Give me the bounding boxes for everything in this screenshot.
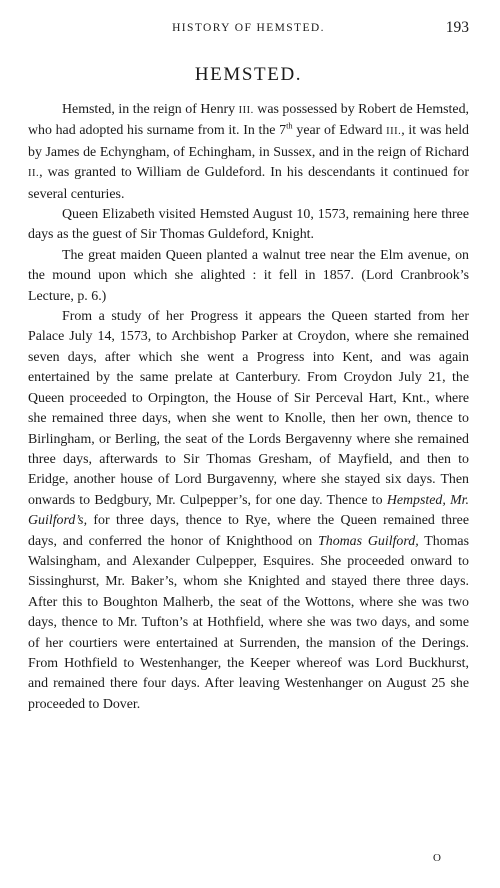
text-run: was possessed by Robert de Hemsted, who had adopted his surname from it. In the 7 — [28, 102, 469, 139]
text-run: , it was held by James de Echyngham, of Echingham, in Sussex, and in the reign of Richard — [28, 123, 469, 160]
superscript: th — [286, 120, 293, 131]
text-run: The great maiden Queen planted a walnut tree near the Elm avenue, on the mound upon which she alighted : it fell in 1857. (Lord Cranbrook’s Lecture, p. 6.) — [28, 247, 469, 304]
text-run: Queen Elizabeth visited Hemsted August 10, 1573, remaining here three days as the guest of Sir Thomas Guldeford, Knight. — [28, 207, 469, 243]
text-run: Thomas Walsingham, and Alexander Culpepper, Esquires. She proceeded onward to Sissinghurst, Mr. Baker’s, whom she Knighted and stayed there three days. After this to Boughton Malherb, the seat of the Wottons, where she was two days, thence to Mr. Tufton’s at Hothfield, where she was two days, and some of her courtiers were entertained at Surrenden, the mansion of the Derings. From Hothfield to Westenhanger, the Keeper whereof was Lord Buckhurst, and remained there four days. After leaving Westenhanger on August 25 she proceeded to Dover. — [28, 533, 469, 712]
paragraph — [28, 100, 469, 205]
paragraph — [28, 205, 469, 246]
section-heading: HEMSTED. — [194, 64, 303, 85]
roman-numeral: III. — [386, 126, 402, 138]
paragraph — [28, 246, 469, 307]
roman-numeral: III. — [238, 105, 254, 116]
page-number: 193 — [445, 19, 469, 36]
roman-numeral: II. — [28, 168, 40, 180]
text-run: Hemsted, in the reign of Henry — [62, 102, 239, 117]
running-head — [28, 0, 469, 40]
italic-run: Hempsted, Mr. Guilford’s, — [28, 492, 469, 529]
running-title: HISTORY OF HEMSTED. — [172, 22, 325, 34]
italic-run: Thomas Guilford, — [318, 533, 419, 549]
text-run: for three days, thence to Rye, where the Queen remained three days, and conferred the honor of Knighthood on — [28, 513, 469, 549]
body-text — [28, 100, 469, 715]
signature-mark: O — [433, 852, 441, 864]
paragraph — [28, 307, 469, 715]
text-run: year of Edward — [292, 123, 387, 139]
text-run: From a study of her Progress it appears the Queen started from her Palace July 14, 1573, to Archbishop Parker at Croydon, where she remained seven days, after which she went a Progress into Kent, and was again entertained by the same prelate at Canterbury. From Croydon July 21, the Queen proceeded to Orpington, the House of Sir Perceval Hart, Knt., where she remained three days, when she went to Knolle, then her own, thence to Birlingham, or Berling, the seat of the Lords Bergavenny where she remained three days, afterwards to Sir Thomas Gresham, of Mayfield, and then to Eridge, another house of Lord Burgavenny, where she stayed six days. Then onwards to Bedgbury, Mr. Culpepper’s, for one day. Thence to — [28, 309, 469, 508]
text-run: , was granted to William de Guldeford. In his descendants it continued for several centuries. — [28, 165, 469, 202]
